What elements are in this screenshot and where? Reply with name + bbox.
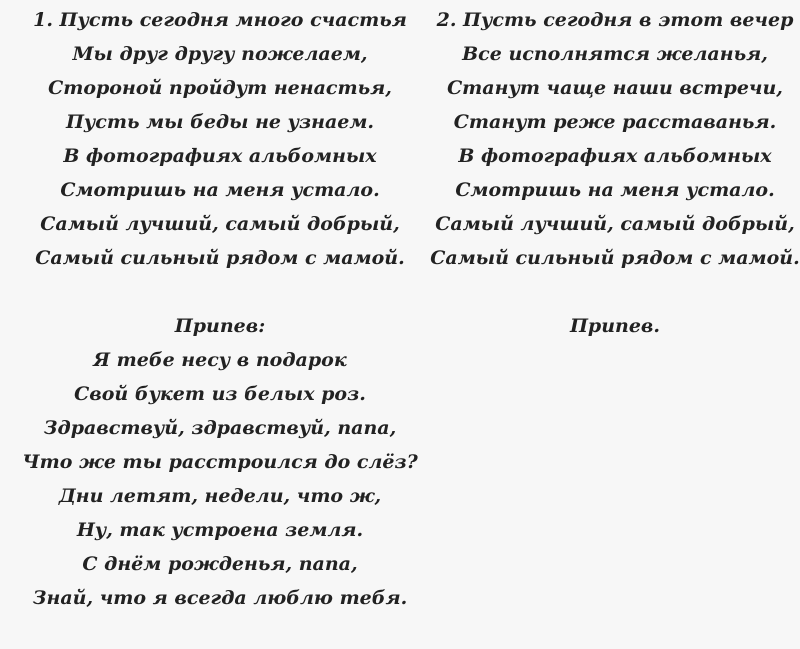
stanza-spacer xyxy=(405,275,800,309)
stanza-spacer xyxy=(10,275,430,309)
verse2-line: Станут чаще наши встречи, xyxy=(447,77,783,99)
verse1-line: В фотографиях альбомных xyxy=(63,145,377,167)
chorus-line: Что же ты расстроился до слёз? xyxy=(22,451,418,473)
verse1-line: Смотришь на меня устало. xyxy=(60,179,380,201)
verse1-title: 1. Пусть сегодня много счастья xyxy=(33,9,407,31)
verse2-line: Смотришь на меня устало. xyxy=(455,179,775,201)
left-column xyxy=(10,0,430,615)
chorus-line: Ну, так устроена земля. xyxy=(76,519,364,541)
chorus-label: Припев: xyxy=(174,315,266,337)
chorus-line: С днём рожденья, папа, xyxy=(82,553,358,575)
chorus-line: Здравствуй, здравствуй, папа, xyxy=(43,417,397,439)
chorus-line: Знай, что я всегда люблю тебя. xyxy=(32,587,408,609)
verse2-line: Самый лучший, самый добрый, xyxy=(435,213,795,235)
verse2-line: В фотографиях альбомных xyxy=(458,145,772,167)
right-column xyxy=(405,0,800,343)
verse2-line: Станут реже расставанья. xyxy=(453,111,777,133)
verse2-line: Самый сильный рядом с мамой. xyxy=(430,247,800,269)
verse1-line: Пусть мы беды не узнаем. xyxy=(65,111,375,133)
chorus-line: Я тебе несу в подарок xyxy=(93,349,347,371)
verse1-line: Самый сильный рядом с мамой. xyxy=(35,247,405,269)
verse1-line: Самый лучший, самый добрый, xyxy=(40,213,400,235)
verse1-line: Мы друг другу пожелаем, xyxy=(72,43,368,65)
chorus-line: Дни летят, недели, что ж, xyxy=(58,485,382,507)
chorus-line: Свой букет из белых роз. xyxy=(74,383,366,405)
verse1-line: Стороной пройдут ненастья, xyxy=(48,77,392,99)
verse2-line: Все исполнятся желанья, xyxy=(462,43,768,65)
verse2-title: 2. Пусть сегодня в этот вечер xyxy=(436,9,794,31)
chorus-reference: Припев. xyxy=(569,315,661,337)
